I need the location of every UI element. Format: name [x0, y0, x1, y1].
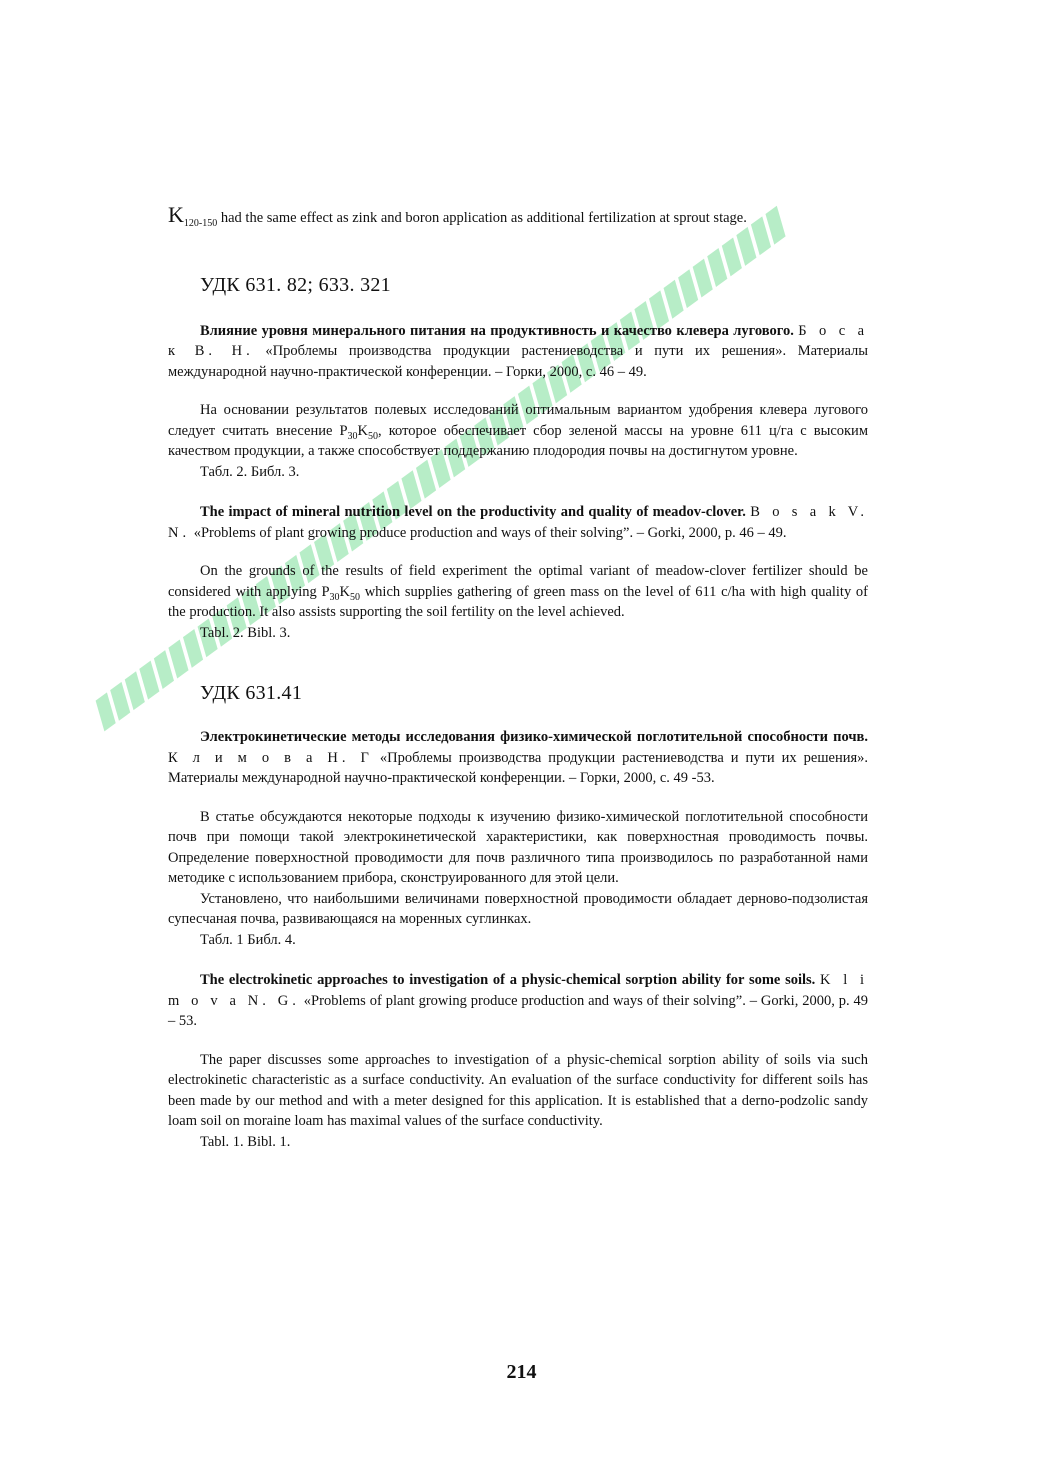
ru-abstract: [168, 400, 868, 462]
udk-heading-2: УДК 631.41: [200, 682, 303, 704]
ru-tabl-2: Табл. 1 Библ. 4.: [200, 931, 296, 948]
en-title: The impact of mineral nutrition level on the productivity and quality of meadov-clover.: [200, 504, 746, 520]
ru-abstract-2a: В статье обсуждаются некоторые подходы к изучению физико-химической поглотительной способности почв при помощи такой электрокинетической характеристики, как поверхностная проводимость почвы. Определение поверхностной проводимости для почв различного типа производилось по разработанной нами методике с использованием прибора, сконструированного для этой цели.: [168, 808, 868, 886]
intro-lead: K: [168, 202, 184, 227]
en-author: B o s a k V. N.: [168, 504, 868, 541]
ru-source: «Проблемы производства продукции растениеводства и пути их решения». Материалы международной научно-практической конференции. – Горки, 2000, с. 46 – 49.: [168, 343, 868, 380]
ru-title: Влияние уровня минерального питания на продуктивность и качество клевера лугового.: [200, 322, 794, 339]
en-abstract: [168, 561, 868, 623]
ru-title-2: Электрокинетические методы исследования физико-химической поглотительной способности почв.: [200, 729, 868, 745]
en-source: «Problems of plant growing produce production and ways of their solving”. – Gorki, 2000, p. 46 – 49.: [193, 524, 787, 541]
ru-citation-2: [168, 727, 868, 789]
en-title-2: The electrokinetic approaches to investigation of a physic-chemical sorption ability for some soils.: [200, 972, 816, 988]
formula-p-sub-en: 30: [329, 591, 340, 603]
en-tabl-2: Tabl. 1. Bibl. 1.: [200, 1133, 291, 1150]
intro-text: had the same effect as zink and boron application as additional fertilization at sprout stage.: [217, 210, 747, 226]
ru-author-2: К л и м о в а Н. Г: [168, 749, 373, 766]
ru-source-2: «Проблемы производства продукции растениеводства и пути их решения». Материалы международной научно-практической конференции. – Горки, 2000, с. 49 -53.: [168, 749, 869, 786]
en-citation: [168, 502, 868, 543]
ru-citation: [168, 321, 868, 383]
formula-k: K: [357, 422, 369, 439]
en-abstract-text-2: which supplies gathering of green mass on the level of 611 c/ha with high quality of the production. It also assists supporting the soil fertility on the level achieved.: [168, 583, 868, 620]
formula-k-en: K: [339, 583, 350, 600]
en-author-2: K l i m o v a N. G.: [168, 972, 869, 1009]
en-citation-2: [168, 970, 868, 1032]
ru-author: Б о с а к В. Н.: [168, 322, 869, 359]
formula-p-sub: 30: [347, 430, 358, 442]
ru-abstract-2b: Установлено, что наибольшими величинами поверхностной проводимости обладает дерново-подзолистая супесчаная почва, развивающаяся на моренных суглинках.: [168, 890, 868, 927]
intro-paragraph: [168, 202, 868, 229]
ru-abstract-text-2: , которое обеспечивает сбор зеленой массы на уровне 611 ц/га с высоким качеством продукции, а также способствует поддержанию плодородия почвы на достигнутом уровне.: [168, 422, 868, 459]
page-content: [168, 202, 869, 1152]
formula-k-sub-en: 50: [350, 591, 360, 603]
page-number: 214: [506, 1361, 537, 1383]
en-abstract-2: The paper discusses some approaches to investigation of a physic-chemical sorption ability of soils via such electrokinetic characteristic as a surface conductivity. An evaluation of the surface conductivity for different soils has been made by our method and with a meter designed for this application. It is established that a derno-podzolic sandy loam soil on moraine loam has maximal values of the surface conductivity.: [168, 1051, 868, 1129]
formula-k-sub: 50: [368, 430, 379, 442]
udk-heading: УДК 631. 82; 633. 321: [200, 273, 391, 296]
en-abstract-text: On the grounds of the results of field experiment the optimal variant of meadow-clover fertilizer should be considered with applying P: [168, 563, 868, 600]
ru-tabl: Табл. 2. Библ. 3.: [200, 463, 300, 480]
en-source-2: «Problems of plant growing produce production and ways of their solving”. – Gorki, 2000, p. 49 – 53.: [168, 992, 869, 1029]
intro-sub: 120-150: [183, 217, 218, 229]
ru-abstract-text: На основании результатов полевых исследований оптимальным вариантом удобрения клевера лугового следует считать внесение P: [168, 402, 868, 439]
en-tabl: Tabl. 2. Bibl. 3.: [200, 624, 291, 641]
